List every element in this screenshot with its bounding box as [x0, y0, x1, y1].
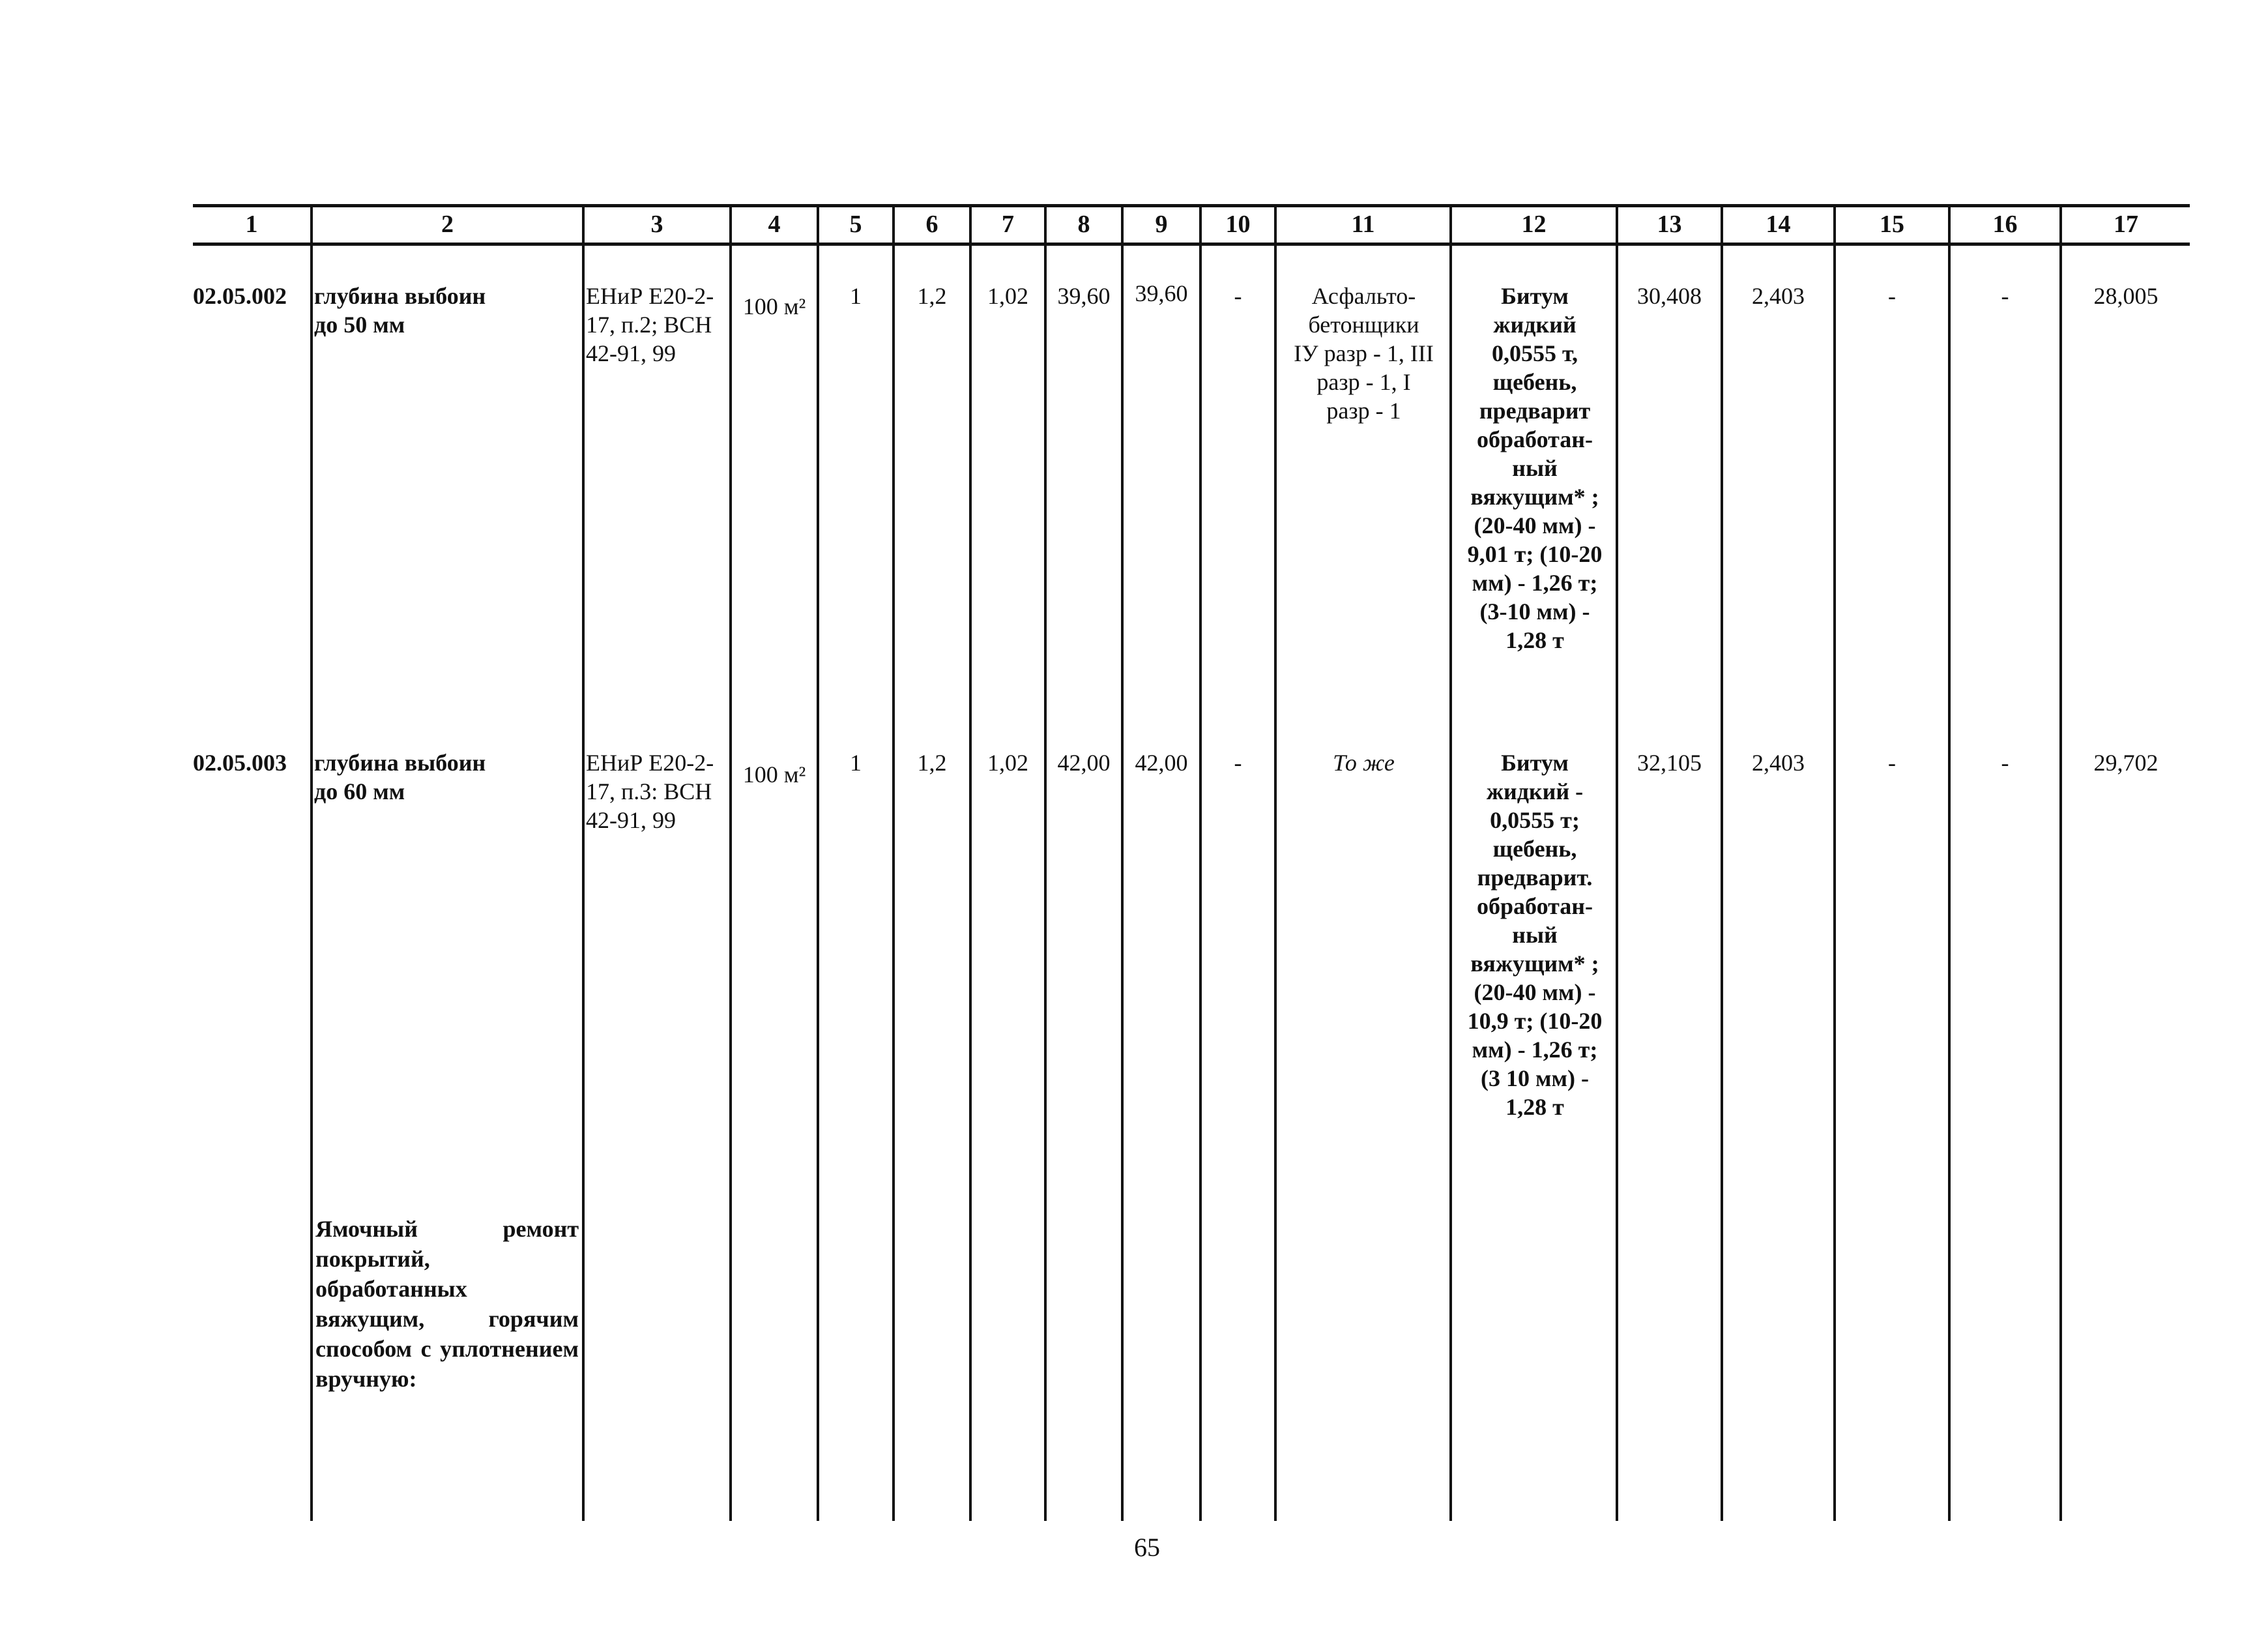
col-line [582, 204, 585, 1521]
col-header: 17 [2114, 211, 2138, 238]
row-name: глубина выбоин до 60 мм [314, 750, 486, 804]
col-header: 11 [1351, 211, 1375, 238]
col-header: 4 [768, 211, 781, 238]
col-line [1721, 204, 1723, 1521]
row-col6: 1,2 [917, 750, 947, 776]
row-col13: 32,105 [1637, 750, 1702, 776]
col-header: 13 [1657, 211, 1682, 238]
col-header: 3 [650, 211, 663, 238]
col-line [1833, 204, 1836, 1521]
col-header: 15 [1880, 211, 1904, 238]
row-materials: Битум жидкий - 0,0555 т; щебень, предварит. обработан-ный вяжущим* ; (20-40 мм) - 10,9 т; (10-20 мм) - 1,26 т; (3 10 мм) - 1,28 т [1467, 750, 1603, 1120]
col-line [310, 204, 313, 1521]
col-header: 9 [1155, 211, 1168, 238]
col-line [969, 204, 972, 1521]
row-col9: 39,60 [1135, 280, 1188, 306]
col-header: 6 [925, 211, 938, 238]
col-line [1274, 204, 1277, 1521]
col-line [1199, 204, 1202, 1521]
table-top-rule [193, 204, 2190, 207]
row-workers: Асфальто-бетонщики IУ разр - 1, III разр - 1, I разр - 1 [1294, 283, 1434, 424]
col-header: 8 [1077, 211, 1090, 238]
row-col15: - [1888, 283, 1896, 309]
col-line [729, 204, 732, 1521]
col-line [1948, 204, 1951, 1521]
col-line [1044, 204, 1047, 1521]
row-col10: - [1234, 283, 1242, 309]
row-col5: 1 [850, 283, 862, 309]
row-unit: 100 м² [742, 761, 806, 788]
col-line [1616, 204, 1618, 1521]
col-header: 14 [1766, 211, 1791, 238]
row-col5: 1 [850, 750, 862, 776]
header-bottom-rule [193, 243, 2190, 246]
col-header: 7 [1002, 211, 1014, 238]
row-norm: ЕНиР Е20-2-17, п.3: ВСН 42-91, 99 [586, 750, 714, 833]
col-header: 5 [849, 211, 862, 238]
col-header: 12 [1521, 211, 1547, 238]
col-line [1121, 204, 1124, 1521]
row-materials: Битум жидкий 0,0555 т, щебень, предварит обработан-ный вяжущим* ; (20-40 мм) - 9,01 т; (10-20 мм) - 1,26 т; (3-10 мм) - 1,28 т [1467, 283, 1603, 653]
row-col10: - [1234, 750, 1242, 776]
row-col9: 42,00 [1135, 750, 1188, 776]
col-line [817, 204, 819, 1521]
row-code: 02.05.003 [193, 750, 287, 776]
row-name: глубина выбоин до 50 мм [314, 283, 486, 338]
row-col8: 39,60 [1057, 283, 1111, 309]
row-col14: 2,403 [1752, 283, 1805, 309]
row-norm: ЕНиР Е20-2-17, п.2; ВСН 42-91, 99 [586, 283, 714, 366]
row-code: 02.05.002 [193, 283, 287, 309]
col-line [892, 204, 895, 1521]
row-col14: 2,403 [1752, 750, 1805, 776]
col-header: 10 [1225, 211, 1251, 238]
row-col17: 28,005 [2093, 283, 2159, 309]
row-col6: 1,2 [917, 283, 947, 309]
row-unit: 100 м² [742, 293, 806, 319]
col-header: 1 [245, 211, 258, 238]
col-line [2059, 204, 2062, 1521]
row-col16: - [2001, 283, 2009, 309]
row-col17: 29,702 [2093, 750, 2159, 776]
col-line [1449, 204, 1452, 1521]
col-header: 2 [441, 211, 454, 238]
col-header: 16 [1992, 211, 2018, 238]
row-col7: 1,02 [987, 750, 1028, 776]
row-col13: 30,408 [1637, 283, 1702, 309]
row-col8: 42,00 [1057, 750, 1111, 776]
section-title: Ямочный ремонт покрытий, обработанных вяжущим, горячим способом с уплотнением вручную: [315, 1216, 579, 1392]
row-col15: - [1888, 750, 1896, 776]
row-workers: То же [1333, 750, 1395, 776]
page-number: 65 [1134, 1533, 1160, 1562]
row-col7: 1,02 [987, 283, 1028, 309]
row-col16: - [2001, 750, 2009, 776]
